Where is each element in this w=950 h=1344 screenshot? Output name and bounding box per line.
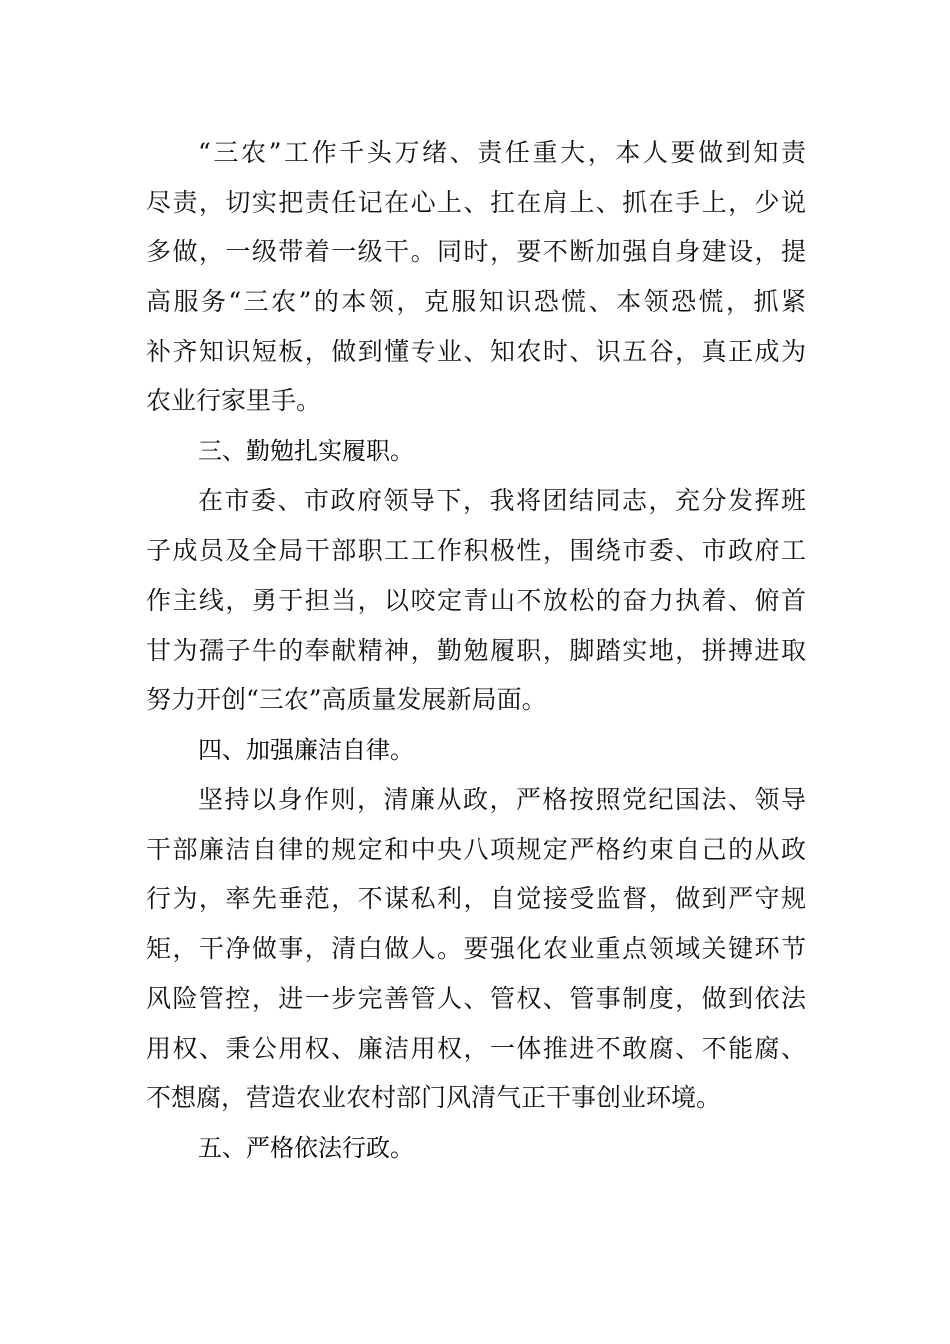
- body-line: 风险管控，进一步完善管人、管权、管事制度，做到依法: [146, 984, 808, 1013]
- body-line: 作主线，勇于担当，以咬定青山不放松的奋力执着、俯首: [146, 586, 808, 615]
- section-heading: 四、加强廉洁自律。: [198, 736, 414, 764]
- body-line: 农业行家里手。: [146, 386, 322, 415]
- body-line: 甘为孺子牛的奉献精神，勤勉履职，脚踏实地，拼搏进取: [146, 636, 808, 665]
- body-line: 不想腐，营造农业农村部门风清气正干事创业环境。: [146, 1083, 722, 1112]
- body-line: 矩，干净做事，清白做人。要强化农业重点领域关键环节: [146, 934, 808, 963]
- body-line: 干部廉洁自律的规定和中央八项规定严格约束自己的从政: [146, 835, 808, 864]
- body-line: 坚持以身作则，清廉从政，严格按照党纪国法、领导: [198, 785, 808, 814]
- body-line: 多做，一级带着一级干。同时，要不断加强自身建设，提: [146, 237, 808, 266]
- body-line: “三农”工作千头万绪、责任重大，本人要做到知责: [198, 138, 809, 167]
- body-line: 高服务“三农”的本领，克服知识恐慌、本领恐慌，抓紧: [146, 287, 809, 316]
- section-heading: 五、严格依法行政。: [198, 1134, 414, 1162]
- body-line: 尽责，切实把责任记在心上、扛在肩上、抓在手上，少说: [146, 188, 808, 217]
- body-line: 子成员及全局干部职工工作积极性，围绕市委、市政府工: [146, 536, 808, 565]
- body-line: 补齐知识短板，做到懂专业、知农时、识五谷，真正成为: [146, 337, 808, 366]
- body-line: 在市委、市政府领导下，我将团结同志，充分发挥班: [198, 486, 808, 515]
- body-line: 行为，率先垂范，不谋私利，自觉接受监督，做到严守规: [146, 884, 808, 913]
- body-line: 努力开创“三农”高质量发展新局面。: [146, 685, 547, 714]
- body-line: 用权、秉公用权、廉洁用权，一体推进不敢腐、不能腐、: [146, 1034, 808, 1063]
- section-heading: 三、勤勉扎实履职。: [198, 437, 414, 465]
